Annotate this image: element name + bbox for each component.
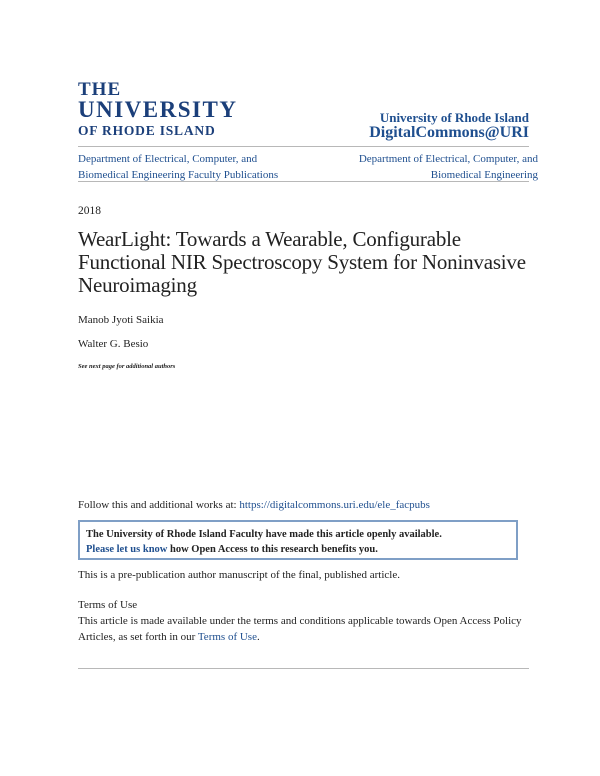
follow-text: Follow this and additional works at: bbox=[78, 499, 240, 511]
collections-divider bbox=[78, 181, 529, 182]
manuscript-note: This is a pre-publication author manuscript of the final, published article. bbox=[78, 569, 400, 581]
collection-url-link[interactable]: https://digitalcommons.uri.edu/ele_facpubs bbox=[239, 499, 430, 511]
open-access-statement: The University of Rhode Island Faculty have made this article openly available. bbox=[86, 529, 442, 540]
logo-line-rhode-island: OF RHODE ISLAND bbox=[78, 123, 216, 138]
publication-year: 2018 bbox=[78, 205, 101, 217]
follow-line bbox=[78, 499, 430, 511]
terms-end: . bbox=[256, 631, 260, 643]
terms-body bbox=[78, 613, 528, 645]
terms-text: This article is made available under the terms and conditions applicable towards Open Access Policy Articles, as set forth in our bbox=[78, 615, 522, 643]
additional-authors-note: See next page for additional authors bbox=[78, 363, 176, 370]
repository-university-link[interactable]: University of Rhode Island bbox=[379, 110, 529, 125]
terms-of-use-link[interactable]: Terms of Use bbox=[197, 631, 257, 643]
open-access-notice bbox=[78, 520, 518, 560]
header-divider bbox=[78, 146, 529, 147]
repository-digitalcommons-link[interactable]: DigitalCommons@URI bbox=[369, 124, 529, 141]
let-us-know-link[interactable]: Please let us know bbox=[86, 544, 168, 555]
logo-line-university: UNIVERSITY bbox=[78, 97, 238, 122]
author-name: Manob Jyoti Saikia bbox=[78, 314, 164, 326]
author-name: Walter G. Besio bbox=[78, 338, 149, 350]
collection-faculty-publications-link[interactable]: Department of Electrical, Computer, and Biomedical Engineering Faculty Publications bbox=[78, 153, 279, 181]
logo-line-the: THE bbox=[78, 79, 122, 100]
footer-divider bbox=[78, 668, 529, 669]
article-title: WearLight: Towards a Wearable, Configurable Functional NIR Spectroscopy System for Noninvasive Neuroimaging bbox=[78, 227, 526, 297]
collection-department-link[interactable]: Department of Electrical, Computer, and Biomedical Engineering bbox=[358, 153, 538, 181]
terms-heading: Terms of Use bbox=[78, 599, 138, 611]
open-access-benefit-text: how Open Access to this research benefits you. bbox=[167, 544, 378, 555]
